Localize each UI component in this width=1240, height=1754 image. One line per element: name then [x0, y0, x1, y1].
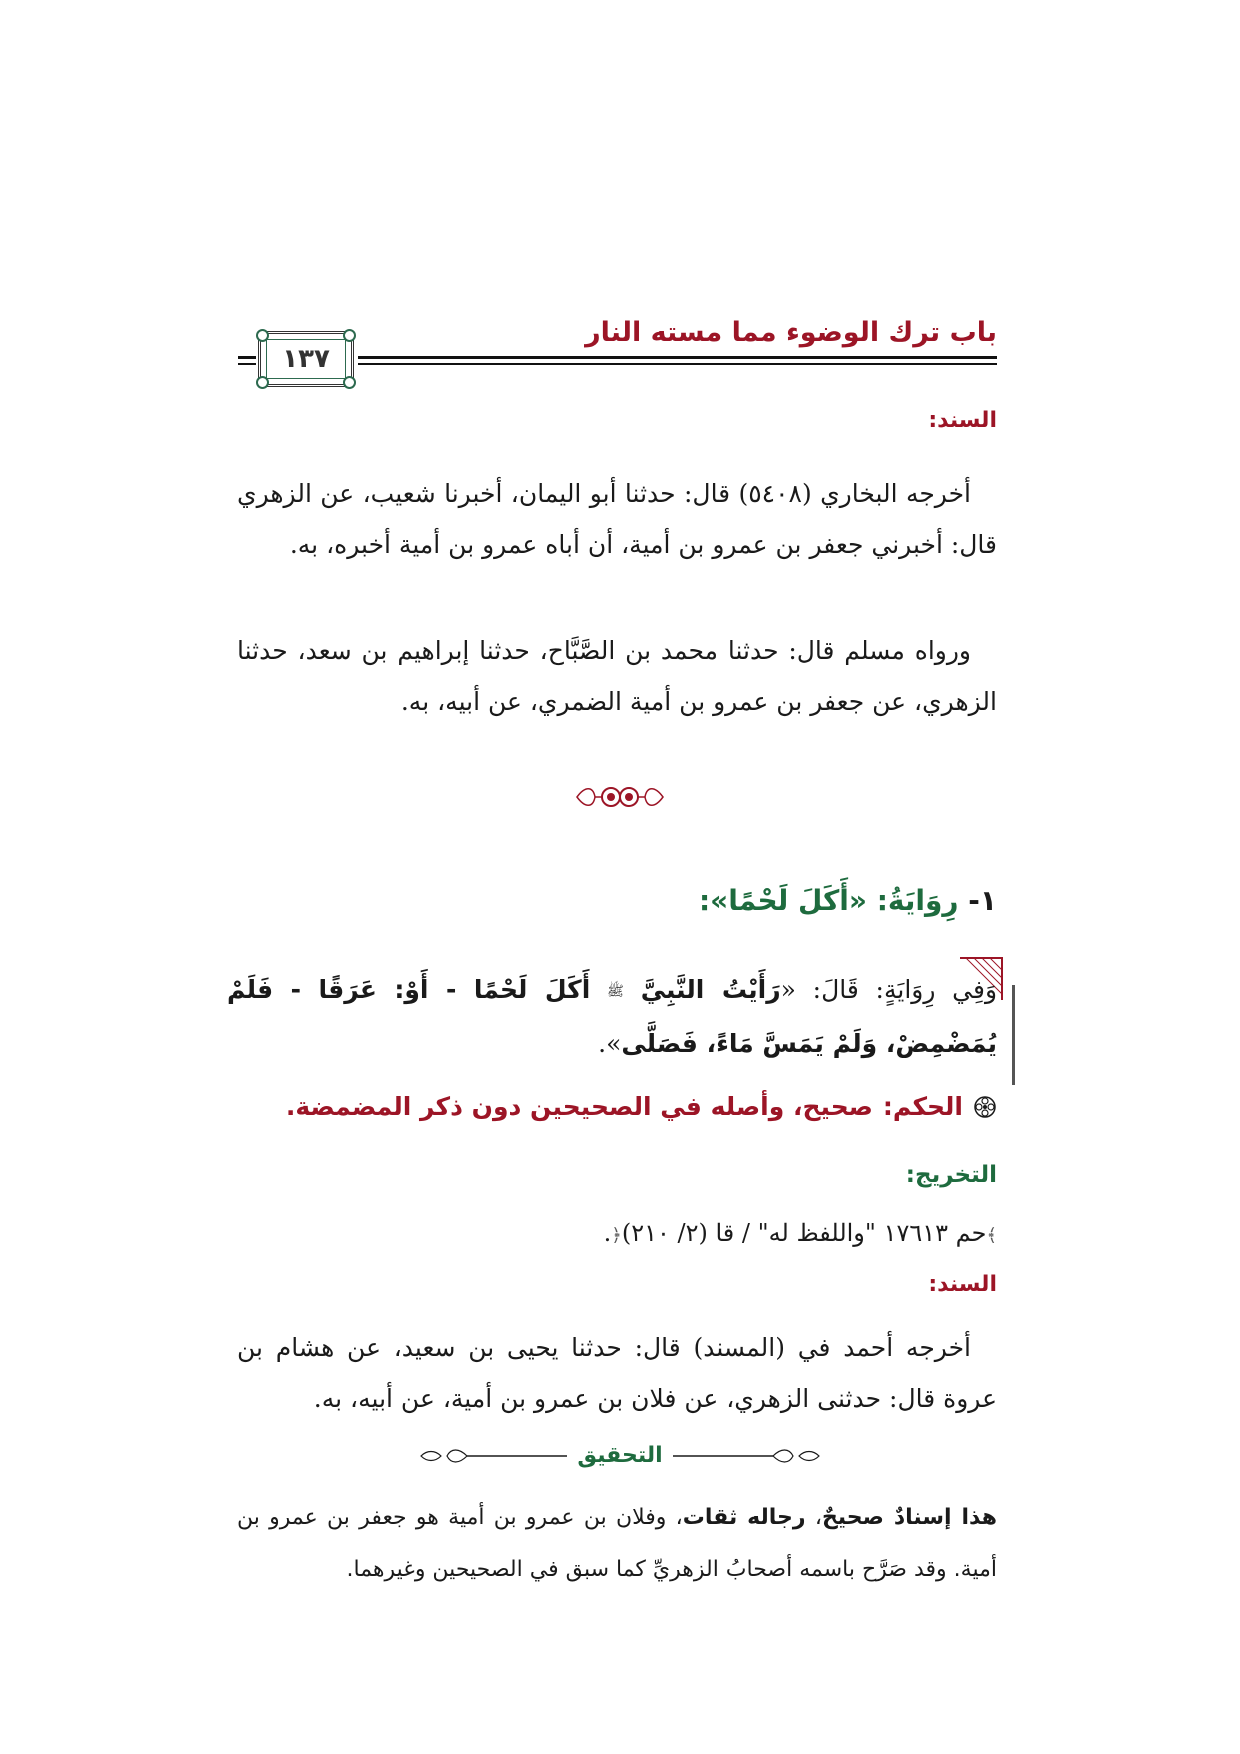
quote-side-bar — [1012, 985, 1015, 1085]
left-rule-ornament-icon — [673, 1446, 823, 1466]
sanad-paragraph-ahmad — [237, 1322, 997, 1424]
section-heading — [699, 884, 997, 917]
riwaya-close: ». — [598, 1028, 622, 1058]
verdict-label: الحكم: — [882, 1092, 963, 1121]
paragraph-text: أخرجه أحمد في (المسند) قال: حدثنا يحيى بن سعيد، عن هشام بن عروة قال: حدثنى الزهري، عن فلان بن عمرو بن أمية، عن أبيه، به. — [237, 1333, 997, 1413]
riwaya-quote-part-b: أَكَلَ لَحْمًا - أَوْ: عَرَقًا - فَلَمْ يُمَضْمِضْ، وَلَمْ يَمَسَّ مَاءً، فَصَلَّى — [227, 975, 997, 1058]
close-bracket-glyph: ﴿ — [611, 1225, 622, 1246]
running-head: باب ترك الوضوء مما مسته النار — [585, 317, 997, 348]
header-rule-left-top — [238, 356, 256, 359]
sanad-label: السند: — [928, 408, 997, 433]
sanad-label-2: السند: — [928, 1272, 997, 1297]
paragraph-text: أخرجه البخاري (٥٤٠٨) قال: حدثنا أبو اليمان، أخبرنا شعيب، عن الزهري قال: أخبرني جعفر بن عمرو بن أمية، أن أباه عمرو بن أمية أخبره، به. — [237, 479, 997, 559]
floral-ornament-icon — [575, 782, 665, 812]
sanad-paragraph-bukhari — [237, 468, 997, 570]
flower-bullet-icon — [973, 1095, 997, 1119]
tahqiq-bold-a: هذا إسنادٌ صحيحٌ — [821, 1505, 997, 1530]
tahqiq-bold-b: رجاله ثقات — [682, 1505, 806, 1530]
tahqiq-rest: ، وفلان بن عمرو بن أمية هو جعفر بن عمرو بن أمية. وقد صَرَّح باسمه أصحابُ الزهريِّ كما سبق في الصحيحين وغيرهما. — [237, 1505, 997, 1582]
tahqiq-label: التحقيق — [577, 1443, 663, 1468]
section-title: رِوَايَةُ: «أَكَلَ لَحْمًا»: — [698, 884, 959, 917]
frame-corner-ornament — [343, 329, 356, 342]
header-rule-left-bottom — [238, 363, 256, 365]
frame-corner-ornament — [343, 376, 356, 389]
takhrij-reference: ﴾حم ١٧٦١٣ "واللفظ له" / قا (٢/ ٢١٠)﴿. — [603, 1219, 997, 1247]
sanad-paragraph-muslim — [237, 625, 997, 727]
verdict-text: صحيح، وأصله في الصحيحين دون ذكر المضمضة. — [285, 1092, 873, 1121]
takhrij-label: التخريج: — [905, 1162, 997, 1188]
riwaya-quote-part-a: رَأَيْتُ النَّبِيَّ — [640, 975, 781, 1004]
tahqiq-paragraph: هذا إسنادٌ صحيحٌ، رجاله ثقات، وفلان بن عمرو بن أمية هو جعفر بن عمرو بن أمية. وقد صَرَّح باسمه أصحابُ الزهريِّ كما سبق في الصحيحين وغيرهما. — [237, 1505, 997, 1582]
header-rule-right-bottom — [358, 363, 997, 365]
section-divider-ornament — [0, 782, 1240, 812]
paragraph-text: ورواه مسلم قال: حدثنا محمد بن الصَّبَّاح، حدثنا إبراهيم بن سعد، حدثنا الزهري، عن جعفر بن عمرو بن أمية الضمري، عن أبيه، به. — [237, 636, 997, 716]
frame-corner-ornament — [256, 329, 269, 342]
section-number: ١- — [968, 884, 997, 917]
page-number-frame — [258, 331, 354, 387]
page-number: ١٣٧ — [282, 344, 330, 374]
open-bracket-glyph: ﴾ — [986, 1225, 997, 1246]
header-rule-right-top — [358, 356, 997, 359]
honorific-glyph: ﷺ — [607, 983, 624, 1000]
right-rule-ornament-icon — [417, 1446, 567, 1466]
tahqiq-divider — [0, 1443, 1240, 1468]
riwaya-intro: وَفِي رِوَايَةٍ: قَالَ: « — [780, 975, 998, 1004]
frame-corner-ornament — [256, 376, 269, 389]
verdict-line — [286, 1092, 997, 1121]
riwaya-text — [227, 964, 997, 1070]
takhrij-text: حم ١٧٦١٣ "واللفظ له" / قا (٢/ ٢١٠) — [621, 1219, 987, 1247]
